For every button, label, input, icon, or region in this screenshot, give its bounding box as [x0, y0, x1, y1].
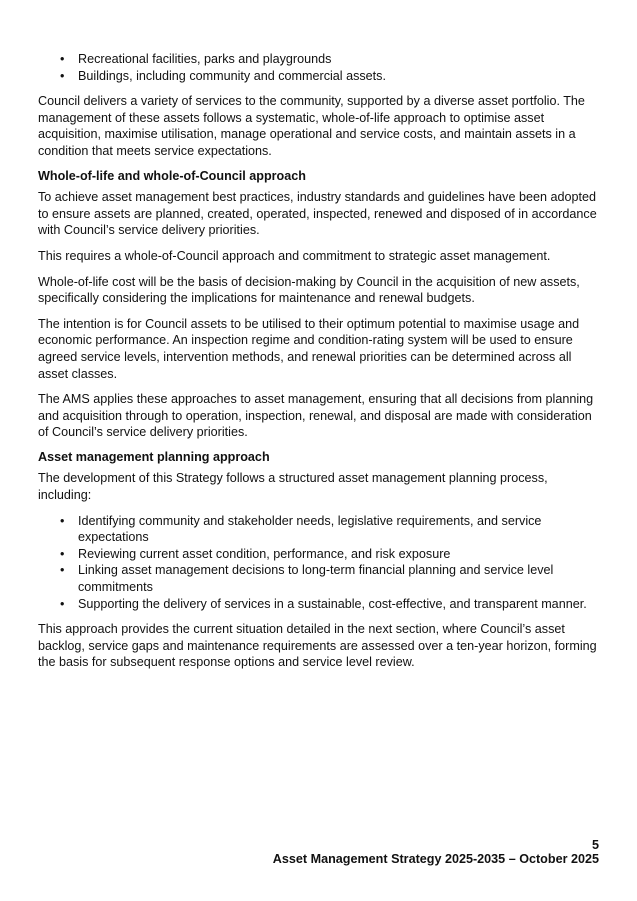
list-item: • Identifying community and stakeholder needs, legislative requirements, and service expectations	[38, 513, 613, 546]
list-item: • Recreational facilities, parks and playgrounds	[38, 51, 613, 68]
paragraph: The development of this Strategy follows a structured asset management planning process, including:	[38, 471, 548, 503]
paragraph: This approach provides the current situation detailed in the next section, where Council’s asset backlog, service gaps and maintenance requirements are assessed over a ten-year horizon, forming the basis for subsequent response options and service level review.	[38, 622, 597, 670]
bullet-list-planning-process	[38, 513, 613, 613]
list-item: • Supporting the delivery of services in a sustainable, cost-effective, and transparent manner.	[38, 596, 613, 613]
page-footer	[273, 838, 599, 866]
paragraph: The intention is for Council assets to be utilised to their optimum potential to maximise usage and economic performance. An inspection regime and condition-rating system will be used to ensure agreed service levels, intervention methods, and renewal priorities can be determined across all asset classes.	[38, 316, 580, 381]
list-item: • Buildings, including community and commercial assets.	[38, 68, 613, 85]
paragraph: Council delivers a variety of services to the community, supported by a diverse asset portfolio. The management of these assets follows a systematic, whole-of-life approach to optimise asset acquisition, maximise utilisation, manage operational and service costs, and maintain assets in a condition that meets service expectations.	[38, 94, 585, 158]
section-heading: Whole-of-life and whole-of-Council approach	[38, 168, 306, 183]
document-title: Asset Management Strategy 2025-2035 – October 2025	[272, 852, 599, 866]
paragraph: The AMS applies these approaches to asset management, ensuring that all decisions from planning and acquisition through to operation, inspection, renewal, and disposal are made with consideration of Council’s service delivery priorities.	[38, 392, 594, 440]
list-item: • Linking asset management decisions to long-term financial planning and service level commitments	[38, 562, 613, 595]
page-number: 5	[591, 838, 599, 852]
page-body	[38, 51, 604, 671]
bullet-list-asset-types	[38, 51, 613, 84]
section-heading: Asset management planning approach	[38, 449, 270, 464]
paragraph: To achieve asset management best practices, industry standards and guidelines have been adopted to ensure assets are planned, created, operated, inspected, renewed and disposed of in accordance with Council’s service delivery priorities.	[38, 190, 597, 238]
list-item: • Reviewing current asset condition, performance, and risk exposure	[38, 546, 613, 563]
paragraph: This requires a whole-of-Council approach and commitment to strategic asset management.	[38, 248, 551, 263]
paragraph: Whole-of-life cost will be the basis of decision-making by Council in the acquisition of new assets, specifically considering the implications for maintenance and renewal budgets.	[38, 274, 580, 306]
